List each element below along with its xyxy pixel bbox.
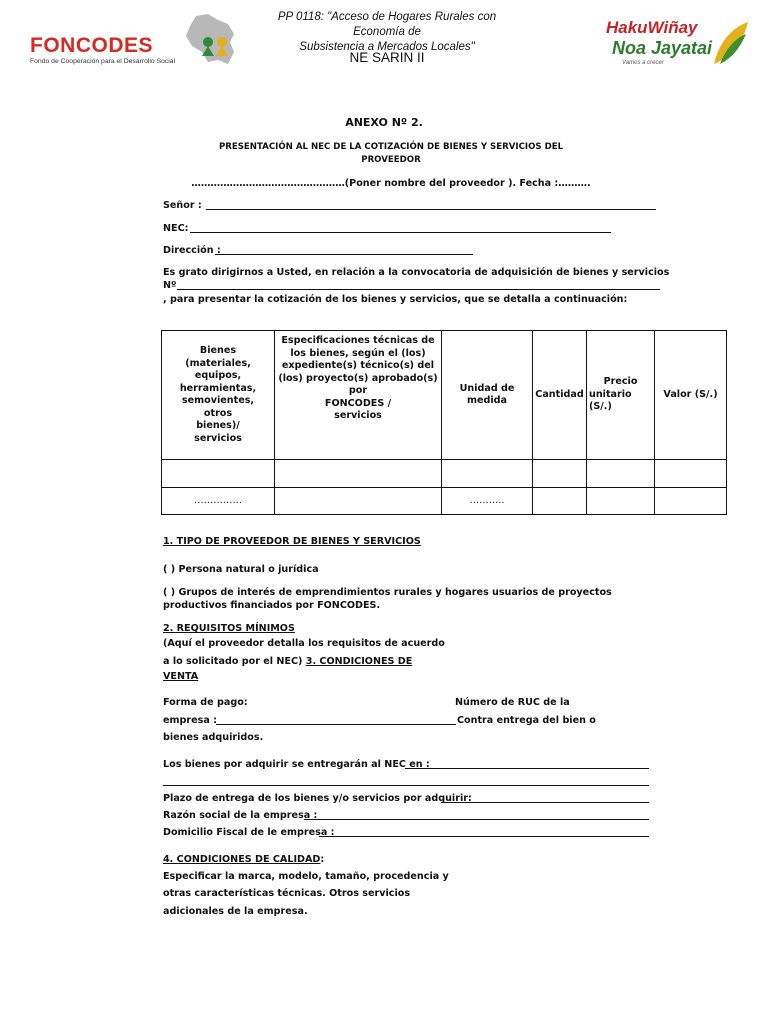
razon-social-field[interactable] xyxy=(304,819,649,820)
logo-slogan: Vamos a crecer xyxy=(622,60,664,66)
table-row xyxy=(162,460,727,488)
peru-map-icon xyxy=(178,12,238,68)
nec-field[interactable] xyxy=(190,232,611,233)
plazo-entrega-label: Plazo de entrega de los bienes y/o servicios por adquirir: xyxy=(163,793,472,804)
header-bienes: Bienes (materiales, equipos, herramientas, semovientes, otros bienes)/ servicios xyxy=(162,331,275,460)
direccion-label: Dirección : xyxy=(163,245,221,256)
convocatoria-number-field[interactable] xyxy=(177,289,660,290)
section3-title-part1: 3. CONDICIONES DE xyxy=(305,656,413,667)
quotation-table xyxy=(161,330,727,515)
direccion-field[interactable] xyxy=(215,254,473,255)
foncodes-logo-text: FONCODES xyxy=(30,34,154,57)
ruc-label: Número de RUC de la xyxy=(455,697,570,708)
leaf-icon xyxy=(710,18,750,68)
foncodes-tagline: Fondo de Cooperación para el Desarrollo Social xyxy=(30,58,176,65)
section3-title-part2: VENTA xyxy=(163,671,199,682)
empresa-field[interactable] xyxy=(216,724,456,725)
table-cell[interactable] xyxy=(442,460,533,488)
senor-label: Señor : xyxy=(163,200,202,211)
header-unidad-medida: Unidad de medida xyxy=(442,331,533,460)
program-title xyxy=(262,10,512,55)
haku-winay-text: HakuWiñay xyxy=(606,18,698,37)
section2-line1: (Aquí el proveedor detalla los requisitos de acuerdo xyxy=(163,638,445,649)
header-precio-unitario: Precio unitario (S/.) xyxy=(587,331,655,460)
nec-label: NEC: xyxy=(163,223,189,234)
program-title-line2: Subsistencia a Mercados Locales" xyxy=(299,41,475,53)
table-cell[interactable] xyxy=(587,460,655,488)
intro-line2: , para presentar la cotización de los bienes y servicios, que se detalla a continuación: xyxy=(163,294,628,305)
table-cell[interactable] xyxy=(533,488,587,515)
section2-line2-text: a lo solicitado por el NEC) xyxy=(163,656,306,667)
option-persona-natural[interactable]: ( ) Persona natural o jurídica xyxy=(163,564,319,575)
table-cell[interactable]: ……….. xyxy=(442,488,533,515)
section4-line3: adicionales de la empresa. xyxy=(163,906,308,917)
intro-line1: Es grato dirigirnos a Usted, en relación a la convocatoria de adquisición de bienes y servicios xyxy=(163,267,670,278)
table-cell[interactable] xyxy=(162,460,275,488)
empresa-label: empresa : xyxy=(163,715,217,726)
section1-title: 1. TIPO DE PROVEEDOR DE BIENES Y SERVICIOS xyxy=(163,536,421,547)
domicilio-fiscal-field[interactable] xyxy=(319,836,649,837)
section4-line2: otras características técnicas. Otros servicios xyxy=(163,888,411,899)
bienes-adquiridos-label: bienes adquiridos. xyxy=(163,732,264,743)
senor-field[interactable] xyxy=(206,209,656,210)
section2-title: 2. REQUISITOS MÍNIMOS xyxy=(163,623,295,634)
table-cell[interactable] xyxy=(587,488,655,515)
table-cell[interactable] xyxy=(275,488,442,515)
header-valor: Valor (S/.) xyxy=(655,331,727,460)
table-row xyxy=(162,488,727,515)
option-grupos-interes-line1[interactable]: ( ) Grupos de interés de emprendimientos rurales y hogares usuarios de proyectos xyxy=(163,587,612,598)
section4-title-text: 4. CONDICIONES DE CALIDAD xyxy=(163,854,321,865)
domicilio-fiscal-label: Domicilio Fiscal de le empresa : xyxy=(163,827,335,838)
plazo-entrega-field[interactable] xyxy=(441,802,649,803)
document-title-line1: PRESENTACIÓN AL NEC DE LA COTIZACIÓN DE BIENES Y SERVICIOS DEL xyxy=(218,142,564,152)
foncodes-logo xyxy=(28,12,238,68)
intro-number-label: Nº xyxy=(163,280,177,291)
document-title-line2: PROVEEDOR xyxy=(361,155,421,165)
contra-entrega-label: Contra entrega del bien o xyxy=(457,715,596,726)
haku-winay-logo xyxy=(602,14,752,76)
razon-social-label: Razón social de la empresa : xyxy=(163,810,318,821)
annex-title: ANEXO Nº 2. xyxy=(345,116,423,129)
header-cantidad: Cantidad xyxy=(533,331,587,460)
table-header-row xyxy=(162,331,727,460)
entrega-nec-field-2[interactable] xyxy=(163,785,649,786)
table-cell[interactable] xyxy=(533,460,587,488)
section2-line2 xyxy=(163,655,412,669)
noa-jayatai-text: Noa Jayatai xyxy=(612,38,713,58)
table-cell[interactable] xyxy=(655,460,727,488)
option-grupos-interes-line2: productivos financiados por FONCODES. xyxy=(163,600,381,611)
entrega-nec-field[interactable] xyxy=(405,768,649,769)
section4-title-colon: : xyxy=(320,854,325,865)
section4-line1: Especificar la marca, modelo, tamaño, procedencia y xyxy=(163,871,449,882)
table-cell[interactable] xyxy=(655,488,727,515)
supplier-name-line: …………………………………………(Poner nombre del proveedor ). Fecha :………. xyxy=(191,178,591,189)
program-title-line1: PP 0118: "Acceso de Hogares Rurales con Economía de xyxy=(277,11,497,38)
section4-title xyxy=(163,853,324,867)
program-name: NE SARIN II xyxy=(349,50,425,65)
table-cell[interactable] xyxy=(275,460,442,488)
table-cell[interactable]: …………… xyxy=(162,488,275,515)
forma-pago-label: Forma de pago: xyxy=(163,697,248,708)
entrega-nec-label: Los bienes por adquirir se entregarán al NEC en : xyxy=(163,759,430,770)
header-especificaciones: Especificaciones técnicas de los bienes, según el (los) expediente(s) técnico(s) del (los) proyecto(s) aprobado(s) por FONCODES / servicios xyxy=(275,331,442,460)
